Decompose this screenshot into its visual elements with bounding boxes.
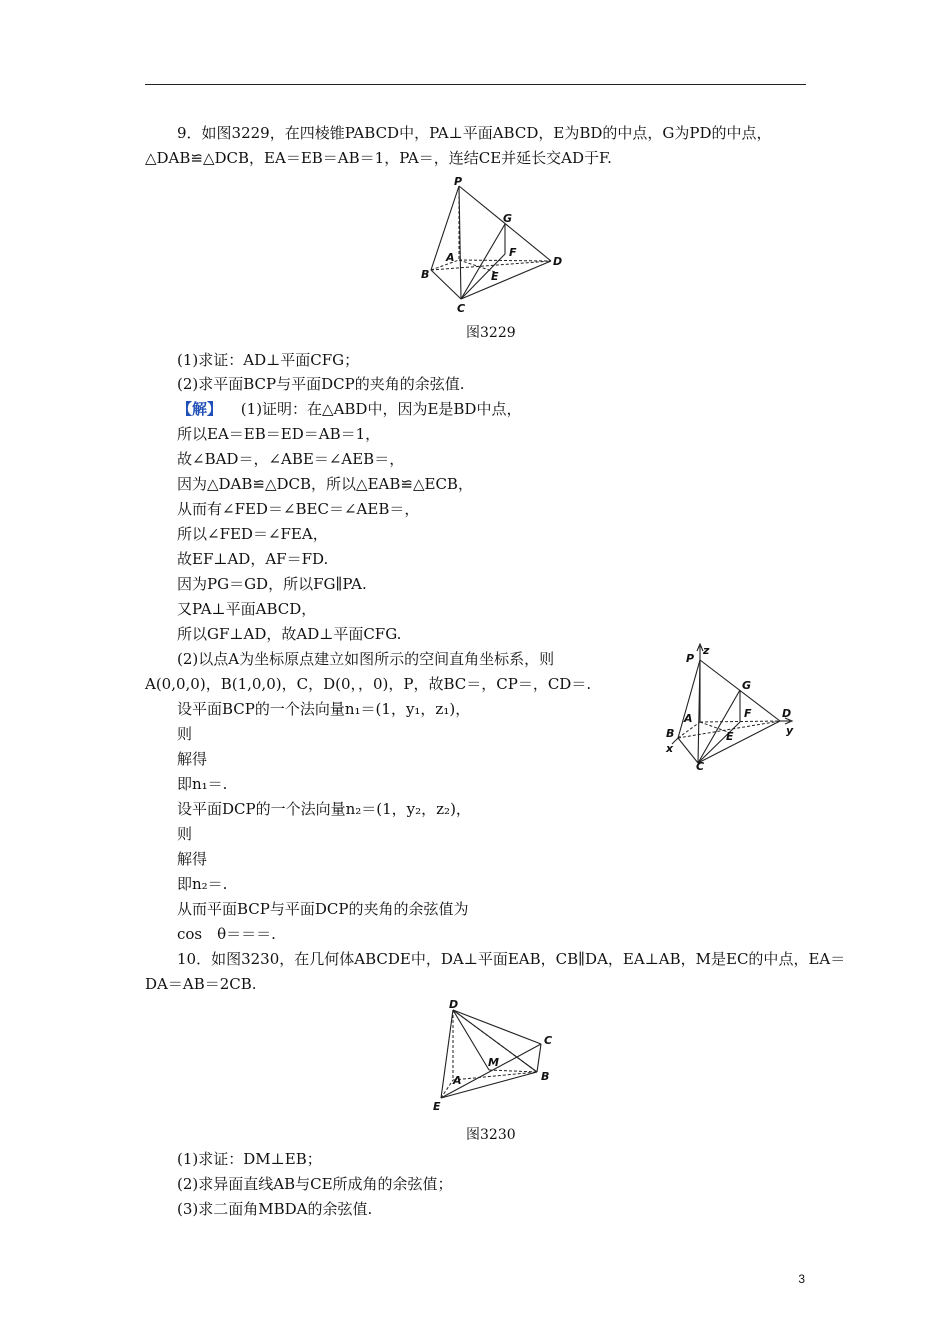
fig1-label-g: G xyxy=(503,212,513,225)
q9-text-line2: △DAB≌△DCB，EA＝EB＝AB＝1，PA＝，连结CE并延长交AD于F. xyxy=(145,149,612,167)
q9-solution-line-20: 即n₂＝. xyxy=(177,875,228,893)
fig-cs-label-f: F xyxy=(744,707,752,720)
fig2-label-c: C xyxy=(544,1034,553,1047)
q9-solution-line-11: (2)以点A为坐标原点建立如图所示的空间直角坐标系，则 xyxy=(177,650,555,668)
fig2-label-e: E xyxy=(433,1100,441,1113)
q9-part2: (2)求平面BCP与平面DCP的夹角的余弦值. xyxy=(177,375,465,393)
fig-cs-label-e: E xyxy=(726,730,734,743)
q9-solution-line-18: 则 xyxy=(177,825,193,843)
header-rule xyxy=(145,84,806,85)
fig2-label-b: B xyxy=(541,1070,550,1083)
fig2-label-d: D xyxy=(449,998,459,1011)
fig-cs-label-a: A xyxy=(684,712,693,725)
fig1-label-a: A xyxy=(446,251,455,264)
figure-coordinate-system xyxy=(662,640,802,776)
fig1-label-e: E xyxy=(491,270,499,283)
q9-solution-line-16: 即n₁＝. xyxy=(177,775,228,793)
q10-part3: (3)求二面角MBDA的余弦值. xyxy=(177,1200,373,1218)
q10-part1: (1)求证：DM⊥EB； xyxy=(177,1150,322,1168)
fig1-label-d: D xyxy=(553,255,563,268)
fig-cs-label-y: y xyxy=(786,724,794,737)
q9-solution-line-14: 则 xyxy=(177,725,193,743)
q9-solution-line-1 xyxy=(177,399,521,419)
q9-solution-line-3: 故∠BAD＝，∠ABE＝∠AEB＝， xyxy=(177,450,405,468)
q9-solution-line-22: cos θ＝＝＝. xyxy=(177,925,276,943)
fig-cs-label-x: x xyxy=(666,742,674,755)
figure-3229 xyxy=(415,172,575,318)
q9-text-line1: 9．如图3229，在四棱锥PABCD中，PA⊥平面ABCD，E为BD的中点，G为PD的中点， xyxy=(177,124,772,142)
solution-text-1: (1)证明：在△ABD中，因为E是BD中点， xyxy=(240,400,522,418)
q9-solution-line-10: 所以GF⊥AD，故AD⊥平面CFG. xyxy=(177,625,402,643)
q9-solution-line-8: 因为PG＝GD，所以FG∥PA. xyxy=(177,575,367,593)
page-number: 3 xyxy=(798,1272,805,1286)
figure-3229-caption: 图3229 xyxy=(466,325,516,341)
figure-3230 xyxy=(425,998,565,1118)
fig-cs-label-p: P xyxy=(686,652,695,665)
figure-3230-caption: 图3230 xyxy=(466,1127,516,1143)
fig1-label-c: C xyxy=(457,302,466,314)
q9-solution-line-9: 又PA⊥平面ABCD， xyxy=(177,600,317,618)
fig-cs-label-c: C xyxy=(696,760,705,772)
q10-part2: (2)求异面直线AB与CE所成角的余弦值； xyxy=(177,1175,453,1193)
q9-solution-line-6: 所以∠FED＝∠FEA， xyxy=(177,525,328,543)
q9-solution-line-15: 解得 xyxy=(177,750,208,768)
q9-part1: (1)求证：AD⊥平面CFG； xyxy=(177,351,360,369)
q10-text-line1: 10．如图3230，在几何体ABCDE中，DA⊥平面EAB，CB∥DA，EA⊥AB，M是EC的中点，EA＝ xyxy=(177,950,846,968)
solution-tag: 【解】 xyxy=(177,400,223,418)
fig2-label-a: A xyxy=(453,1074,462,1087)
fig-cs-label-g: G xyxy=(742,679,752,692)
fig-cs-label-z: z xyxy=(703,644,710,657)
q9-solution-line-5: 从而有∠FED＝∠BEC＝∠AEB＝， xyxy=(177,500,420,518)
q9-solution-line-2: 所以EA＝EB＝ED＝AB＝1， xyxy=(177,425,381,443)
q9-solution-line-12: A(0,0,0)，B(1,0,0)，C，D(0，，0)，P，故BC＝，CP＝，CD＝. xyxy=(145,675,592,693)
q9-solution-line-21: 从而平面BCP与平面DCP的夹角的余弦值为 xyxy=(177,900,469,918)
fig-cs-label-d: D xyxy=(782,707,792,720)
q9-solution-line-19: 解得 xyxy=(177,850,208,868)
q9-solution-line-7: 故EF⊥AD，AF＝FD. xyxy=(177,550,329,568)
fig1-label-p: P xyxy=(454,175,463,188)
fig-cs-label-b: B xyxy=(666,727,675,740)
fig1-label-f: F xyxy=(509,246,517,259)
fig2-label-m: M xyxy=(488,1056,499,1069)
q9-solution-line-13: 设平面BCP的一个法向量n₁＝(1，y₁，z₁)， xyxy=(177,700,471,718)
q9-solution-line-17: 设平面DCP的一个法向量n₂＝(1，y₂，z₂)， xyxy=(177,800,471,818)
q9-solution-line-4: 因为△DAB≌△DCB，所以△EAB≌△ECB， xyxy=(177,475,473,493)
q10-text-line2: DA＝AB＝2CB. xyxy=(145,975,257,993)
fig1-label-b: B xyxy=(421,268,430,281)
